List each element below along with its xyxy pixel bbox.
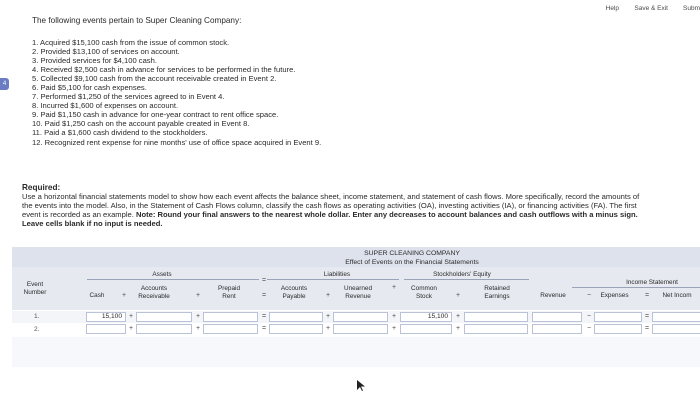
plus-operator: + [325,313,331,320]
col-accounts-receivable-2: Receivable [138,293,170,300]
equity-group-header: Stockholders' Equity [433,271,491,278]
liabilities-group-header: Liabilities [323,271,351,278]
question-nav-marker[interactable]: 4 [0,78,9,90]
col-revenue: Revenue [540,292,566,299]
event-item: 4. Received $2,500 cash in advance for services to be performed in the future. [32,65,296,75]
cash-input[interactable]: 15,100 [86,312,126,322]
assets-group-header: Assets [152,271,172,278]
plus-operator: + [195,313,201,320]
plus-operator: + [195,292,201,299]
minus-operator: − [586,325,592,332]
col-retained-earnings-2: Earnings [484,293,510,300]
common-stock-input[interactable] [400,324,452,334]
accounts-receivable-input[interactable] [136,312,192,322]
equals-operator: = [644,292,650,299]
col-expenses: Expenses [600,292,629,299]
col-prepaid-rent-2: Rent [222,293,236,300]
col-net-income: Net Incom [662,292,692,299]
required-heading: Required: [22,183,61,192]
prepaid-rent-input[interactable] [203,312,258,322]
plus-operator: + [128,325,134,332]
equals-operator: = [261,325,267,332]
equals-operator: = [644,313,650,320]
event-list [32,38,321,147]
mouse-pointer-icon [357,380,365,392]
revenue-input[interactable] [532,324,582,334]
accounts-payable-input[interactable] [269,312,323,322]
company-name: SUPER CLEANING COMPANY [364,250,460,257]
plus-operator: + [391,313,397,320]
table-subtitle: Effect of Events on the Financial Statements [345,259,479,266]
plus-operator: + [128,313,134,320]
common-stock-input[interactable]: 15,100 [400,312,452,322]
col-prepaid-rent-1: Prepaid [217,285,241,292]
financial-statements-model-table [12,247,700,387]
col-accounts-payable-2: Payable [282,293,306,300]
expenses-input[interactable] [594,324,642,334]
event-item: 5. Collected $9,100 cash from the account receivable created in Event 2. [32,74,277,84]
income-statement-group-header: Income Statement [626,279,678,286]
accounts-receivable-input[interactable] [136,324,192,334]
col-event-number: Number [23,289,47,296]
event-item: 7. Performed $1,250 of the services agreed to in Event 4. [32,92,225,102]
plus-operator: + [455,313,461,320]
event-item: 6. Paid $5,100 for cash expenses. [32,83,147,93]
plus-operator: + [325,325,331,332]
equals-operator: = [261,313,267,320]
prepaid-rent-input[interactable] [203,324,258,334]
cash-input[interactable] [86,324,126,334]
net-income-input[interactable] [652,312,700,322]
col-unearned-revenue-1: Unearned [343,285,373,292]
unearned-revenue-input[interactable] [333,324,388,334]
retained-earnings-input[interactable] [464,312,528,322]
required-body: Use a horizontal financial statements model to show how each event affects the balance sheet, income statement, and statement of cash flows. More specifically, record the amounts of the events into the model. Also, in the Statement of Cash Flows column, classify the cash flows as operating activities (OA), investing activities (IA), or financing activities (FA). The first event is recorded as an example. [22,192,640,219]
minus-operator: − [586,292,592,299]
submit-button[interactable]: Subm [683,5,700,12]
net-income-input[interactable] [652,324,700,334]
accounts-payable-input[interactable] [269,324,323,334]
col-common-stock-2: Stock [416,293,432,300]
row-number: 2. [34,326,40,333]
retained-earnings-input[interactable] [464,324,528,334]
col-unearned-revenue-2: Revenue [345,293,371,300]
col-retained-earnings-1: Retained [484,285,510,292]
event-item: 9. Paid $1,150 cash in advance for one-year contract to rent office space. [32,110,279,120]
col-common-stock-1: Common [411,285,437,292]
plus-operator: + [195,325,201,332]
event-item: 11. Paid a $1,600 cash dividend to the stockholders. [32,128,208,138]
col-accounts-receivable-1: Accounts [140,285,168,292]
minus-operator: − [586,313,592,320]
required-instructions [22,193,642,229]
row-number: 1. [34,313,40,320]
expenses-input[interactable] [594,312,642,322]
plus-operator: + [121,292,127,299]
help-link[interactable]: Help [605,5,619,12]
revenue-input[interactable] [532,312,582,322]
plus-operator: + [391,284,397,291]
plus-operator: + [455,325,461,332]
col-event: Event [26,281,44,288]
event-item: 8. Incurred $1,600 of expenses on account. [32,101,179,111]
equals-operator: = [261,292,267,299]
event-item: 10. Paid $1,250 cash on the account payable created in Event 8. [32,119,250,129]
required-note: Note: Round your final answers to the nearest whole dollar. Enter any decreases to account balances and cash outflows with a minus sign. Leave cells blank if no input is needed. [22,209,638,228]
plus-operator: + [455,292,461,299]
event-item: 12. Recognized rent expense for nine months' use of office space acquired in Event 9. [32,137,322,147]
event-item: 1. Acquired $15,100 cash from the issue of common stock. [32,38,230,47]
event-item: 3. Provided services for $4,100 cash. [32,56,157,66]
col-cash: Cash [89,292,105,299]
equals-operator: = [644,325,650,332]
event-item: 2. Provided $13,100 of services on account. [32,47,180,57]
save-exit-button[interactable]: Save & Exit [634,5,668,12]
plus-operator: + [391,325,397,332]
plus-operator: + [325,292,331,299]
equals-operator: = [261,277,267,284]
unearned-revenue-input[interactable] [333,312,388,322]
problem-intro: The following events pertain to Super Cleaning Company: [32,16,242,25]
col-accounts-payable-1: Accounts [280,285,308,292]
